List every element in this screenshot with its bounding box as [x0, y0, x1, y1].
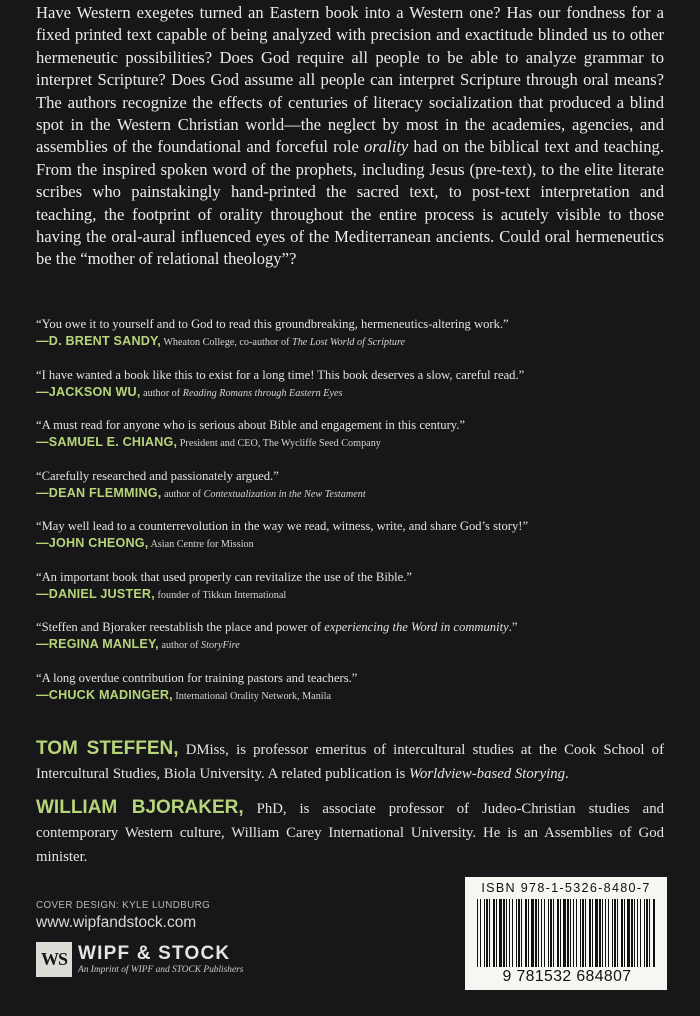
- endorsement-attribution: [36, 333, 676, 351]
- author-bio-text: DMiss, is professor emeritus of intercultural studies at the Cook School of Intercultural Studies, Biola University. A related publication is: [36, 742, 665, 782]
- endorsement: [36, 367, 676, 402]
- author-bio: [36, 796, 664, 869]
- back-cover-blurb: [36, 2, 664, 271]
- cover-design-credit: COVER DESIGN: KYLE LUNDBURG: [36, 900, 211, 911]
- endorsements: [36, 316, 676, 720]
- endorser-work: The Lost World of Scripture: [292, 337, 406, 348]
- endorsement-quote: “You owe it to yourself and to God to read this groundbreaking, hermeneutics-altering work.”: [36, 317, 509, 331]
- endorser-affiliation: International Orality Network, Manila: [172, 690, 331, 702]
- endorser-name: —SAMUEL E. CHIANG,: [36, 435, 178, 449]
- endorsement-quote: “An important book that used properly can revitalize the use of the Bible.”: [36, 569, 412, 584]
- author-bio: [36, 737, 664, 786]
- endorsement-attribution: [36, 687, 676, 705]
- isbn-barcode: [465, 877, 667, 990]
- endorsement-attribution: [36, 535, 676, 553]
- blurb-text-part-2: had on the biblical text and teaching. From the inspired spoken word of the prophets, including Jesus (pre-text), to the elite literate scribes who painstakingly hand-printed the sacred text, to post-text interpretation and teaching, the footprint of orality throughout the entire process is acutely visible to those having the oral-aural influenced eyes of the Mediterranean ancients. Could oral hermeneutics be the “mother of relational theology”?: [36, 137, 664, 269]
- endorser-name: —DANIEL JUSTER,: [36, 586, 155, 601]
- endorser-name: —D. BRENT SANDY,: [36, 334, 161, 348]
- blurb-italic-word: orality: [364, 137, 409, 157]
- endorser-name: —JACKSON WU,: [36, 384, 141, 399]
- quote-text-start: “Steffen and Bjoraker reestablish the place and power of: [36, 620, 325, 634]
- publisher-logo: [36, 942, 243, 977]
- endorsement-quote: [36, 619, 676, 636]
- endorsement: [36, 518, 676, 553]
- endorser-work: Contextualization in the New Testament: [203, 488, 366, 500]
- author-related-work: Worldview-based Storying: [409, 766, 566, 782]
- barcode-number: 9 781532 684807: [502, 968, 632, 985]
- endorsement-attribution: [36, 636, 676, 654]
- endorser-name: —JOHN CHEONG,: [36, 536, 149, 550]
- quote-text-end: .”: [508, 620, 518, 634]
- endorser-affiliation: author of: [161, 488, 204, 500]
- endorser-affiliation: author of: [140, 387, 183, 399]
- endorser-name: —CHUCK MADINGER,: [36, 687, 173, 702]
- isbn-label: ISBN 978-1-5326-8480-7: [481, 881, 651, 895]
- author-name: TOM STEFFEN,: [36, 738, 179, 759]
- endorser-work: Reading Romans through Eastern Eyes: [182, 387, 343, 399]
- endorser-name: —REGINA MANLEY,: [36, 637, 159, 651]
- endorsement-quote: “May well lead to a counterrevolution in the way we read, witness, write, and share God’s story!”: [36, 519, 529, 533]
- endorsement-quote: “A long overdue contribution for training pastors and teachers.”: [36, 670, 358, 685]
- quote-text-italic: experiencing the Word in community: [324, 620, 509, 634]
- publisher-website: www.wipfandstock.com: [36, 914, 197, 931]
- endorsement-quote: “I have wanted a book like this to exist for a long time! This book deserves a slow, careful read.”: [36, 367, 525, 382]
- endorser-name: —DEAN FLEMMING,: [36, 485, 162, 500]
- endorsement: [36, 619, 676, 654]
- endorser-affiliation: founder of Tikkun International: [154, 589, 287, 601]
- barcode-bars-icon: [477, 899, 657, 967]
- endorsement: [36, 417, 676, 452]
- author-bios: [36, 737, 664, 879]
- publisher-name: WIPF & STOCK: [78, 942, 231, 964]
- publisher-imprint: An Imprint of WIPF and STOCK Publishers: [78, 964, 244, 975]
- endorsement: [36, 569, 676, 604]
- endorsement: [36, 468, 676, 503]
- endorsement-attribution: [36, 485, 676, 503]
- endorsement-quote: “A must read for anyone who is serious about Bible and engagement in this century.”: [36, 418, 466, 432]
- author-name: WILLIAM BJORAKER,: [36, 797, 244, 818]
- ws-logo-icon: WS: [36, 942, 72, 977]
- endorser-affiliation: Asian Centre for Mission: [148, 539, 254, 550]
- endorsement: [36, 316, 676, 351]
- author-bio-end: .: [565, 766, 569, 782]
- endorsement: [36, 670, 676, 705]
- blurb-text-part-1: Have Western exegetes turned an Eastern book into a Western one? Has our fondness for a fixed printed text capable of being analyzed with precision and exactitude blinded us to other hermeneutic possibilities? Does God require all people to be able to analyze grammar to interpret Scripture? Does God assume all people can interpret Scripture through oral means? The authors recognize the effects of centuries of literacy socialization that produced a blind spot in the Western Christian world—the neglect by most in the academies, agencies, and assemblies of the foundational and forceful role: [36, 3, 664, 157]
- footer-credits: [36, 900, 210, 932]
- author-bio-text: PhD, is associate professor of Judeo-Christian studies and contemporary Western culture, William Carey International University. He is an Assemblies of God minister.: [36, 801, 664, 865]
- endorsement-attribution: [36, 434, 676, 452]
- endorser-affiliation: Wheaton College, co-author of: [160, 337, 293, 348]
- endorser-affiliation: President and CEO, The Wycliffe Seed Company: [177, 438, 381, 449]
- endorsement-attribution: [36, 586, 676, 604]
- endorsement-attribution: [36, 384, 676, 402]
- publisher-logo-text: [78, 944, 243, 976]
- endorser-work: StoryFire: [201, 640, 240, 651]
- endorser-affiliation: author of: [158, 640, 202, 651]
- endorsement-quote: “Carefully researched and passionately argued.”: [36, 468, 279, 483]
